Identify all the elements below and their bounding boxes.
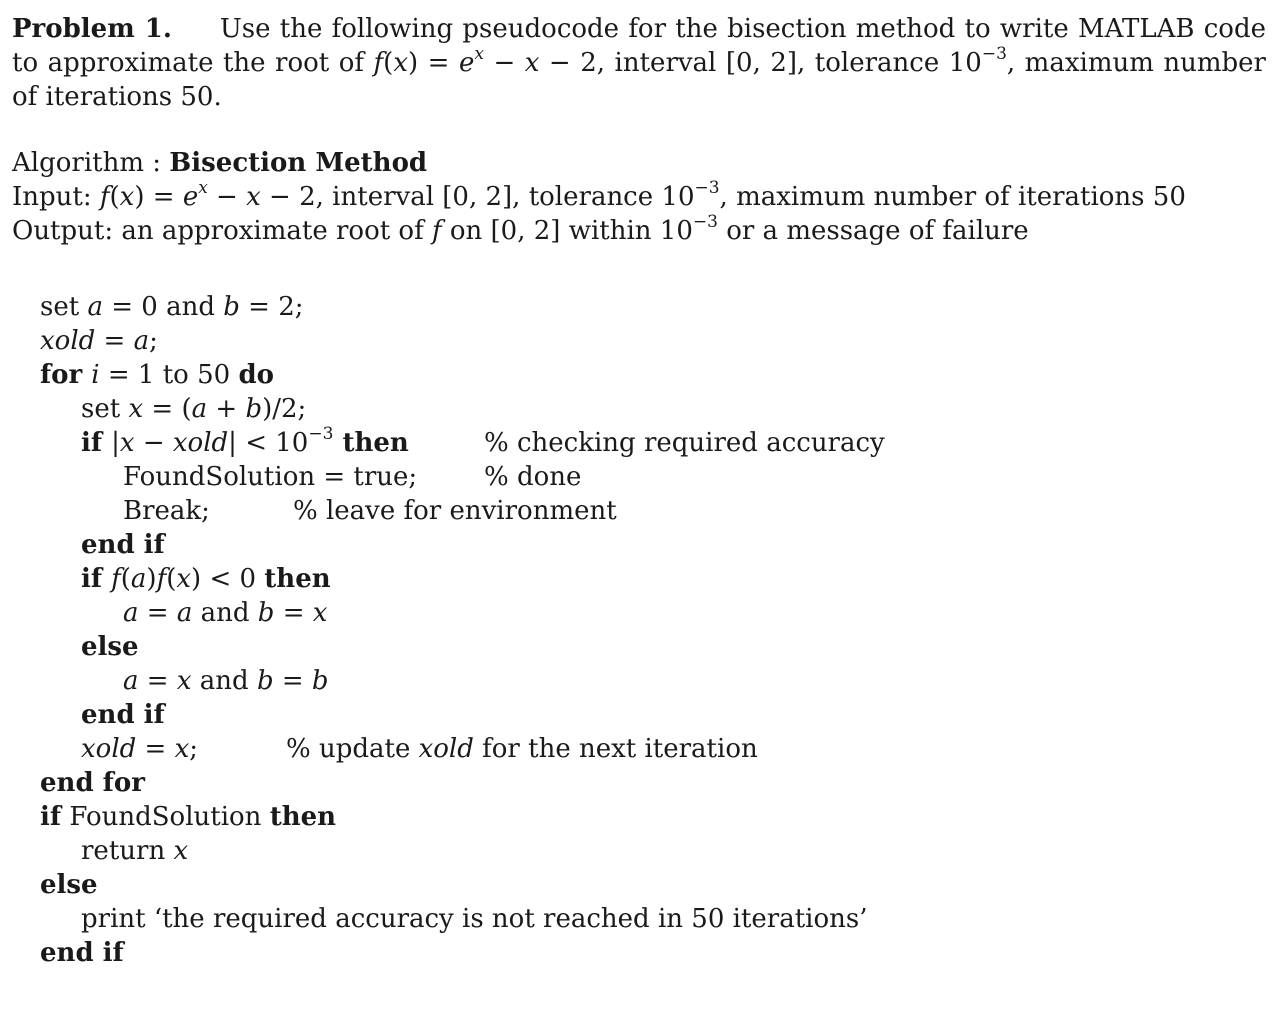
l16-then: then [269,802,337,832]
l9-f1: f [111,564,121,594]
code-line-20: end if [40,938,124,968]
l14-eq: = [136,734,175,764]
problem-e: e [458,48,475,78]
input-f: f [99,182,110,212]
l7-comment: % leave for environment [293,496,617,526]
l3-range: = 1 to 50 [99,360,239,390]
l9-c1: ) [146,564,157,594]
problem-text-2: − 2, interval [0, 2], tolerance 10 [539,48,982,78]
l10-and: and [192,598,258,628]
code-line-2 [40,324,158,358]
l4-plus: + [207,394,246,424]
code-line-18: else [40,870,98,900]
code-line-14 [81,732,198,766]
problem-f: f [373,48,384,78]
l1-set: set [40,292,88,322]
l9-then: then [264,564,331,594]
l9-c2: ) < 0 [191,564,265,594]
l5-then: then [333,428,409,458]
code-line-1 [40,290,304,324]
l6-comment: % done [484,462,582,492]
input-prefix: Input: [12,182,100,212]
l1-eq0: = 0 and [102,292,224,322]
l16-if: if [40,802,62,832]
l14-xold: xold [81,734,137,764]
l5-x: x [119,428,135,458]
problem-minus: − [483,48,525,78]
code-line-19: print ‘the required accuracy is not reached in 50 iterations’ [81,904,868,934]
problem-x2: x [524,48,540,78]
l3-i: i [91,360,100,390]
problem-text-3: , maximum number of iterations 50. [12,48,1266,112]
l10-a2: a [176,598,193,628]
l16-text: FoundSolution [61,802,270,832]
l9-o1: ( [120,564,131,594]
problem-text-1: Use the following pseudocode for the bisection method to write MATLAB code to approximate the root of [12,14,1266,78]
l14-comment-xold: xold [418,734,474,764]
l4-a: a [191,394,208,424]
l5-if: if [81,428,112,458]
problem-tolerance-exponent: −3 [981,44,1007,65]
problem-e-exponent: x [474,44,484,65]
l12-b1: b [256,666,274,696]
l1-eq2: = 2; [239,292,304,322]
l4-b: b [245,394,263,424]
code-line-5 [81,426,409,460]
code-line-3 [40,358,274,392]
l4-x: x [128,394,144,424]
l3-do: do [238,360,274,390]
l14-comment-1: % update [286,734,419,764]
l4-eq: = ( [143,394,192,424]
l1-b: b [223,292,240,322]
l5-exponent: −3 [308,424,334,445]
l10-eq2: = [274,598,313,628]
l5-minus: − [134,428,173,458]
output-mid: on [0, 2] within 10 [441,216,693,246]
problem-fx-open: ( [383,48,394,78]
code-line-15: end for [40,768,145,798]
l17-x: x [173,836,189,866]
l9-x: x [176,564,192,594]
code-line-11: else [81,632,139,662]
input-x2: x [246,182,261,212]
input-open: ( [109,182,120,212]
code-line-7: Break; [123,496,210,526]
l5-lt: | < 10 [228,428,309,458]
code-line-10 [123,596,327,630]
output-f: f [431,216,442,246]
output-tail: or a message of failure [717,216,1029,246]
l9-a: a [130,564,147,594]
code-line-12 [123,664,329,698]
l5-bar: | [111,428,120,458]
l14-comment [286,732,758,766]
l4-end: )/2; [262,394,307,424]
l4-set: set [81,394,129,424]
l1-a: a [87,292,103,322]
problem-x1: x [393,48,408,78]
l17-return: return [81,836,174,866]
l5-comment: % checking required accuracy [484,428,885,458]
input-e: e [182,182,199,212]
output-prefix: Output: an approximate root of [12,216,432,246]
l12-b2: b [311,666,329,696]
l5-xold: xold [172,428,229,458]
input-x: x [119,182,135,212]
l2-end: ; [149,326,158,356]
input-eq: ) = [134,182,183,212]
l3-for: for [40,360,92,390]
l10-x: x [312,598,328,628]
code-line-8: end if [81,530,165,560]
l10-a1: a [123,598,139,628]
l2-eq: = [95,326,134,356]
l9-if: if [81,564,112,594]
l2-a: a [133,326,150,356]
l10-b: b [257,598,275,628]
output-exponent: −3 [692,212,718,233]
code-line-16 [40,800,336,834]
code-line-9 [81,562,331,596]
l9-o2: ( [166,564,177,594]
input-minus: − [207,182,247,212]
code-line-13: end if [81,700,165,730]
l14-end: ; [189,734,199,764]
problem-fx-eq: ) = [408,48,459,78]
l12-eq2: = [273,666,312,696]
code-line-6: FoundSolution = true; [123,462,418,492]
input-tolerance-exponent: −3 [694,178,720,199]
input-tail: , maximum number of iterations 50 [719,182,1186,212]
l10-eq1: = [138,598,177,628]
l9-f2: f [156,564,167,594]
problem-label: Problem 1. [12,14,172,44]
l2-xold: xold [40,326,96,356]
l12-x: x [176,666,192,696]
l12-a: a [123,666,139,696]
code-line-17 [81,834,188,868]
l12-eq1: = [138,666,177,696]
input-rest: − 2, interval [0, 2], tolerance 10 [260,182,695,212]
l12-and: and [191,666,257,696]
input-e-exponent: x [198,178,208,199]
l14-x: x [174,734,190,764]
algorithm-label: Algorithm : [12,148,170,178]
algorithm-name: Bisection Method [169,148,428,178]
code-line-4 [81,392,306,426]
l14-comment-2: for the next iteration [473,734,758,764]
